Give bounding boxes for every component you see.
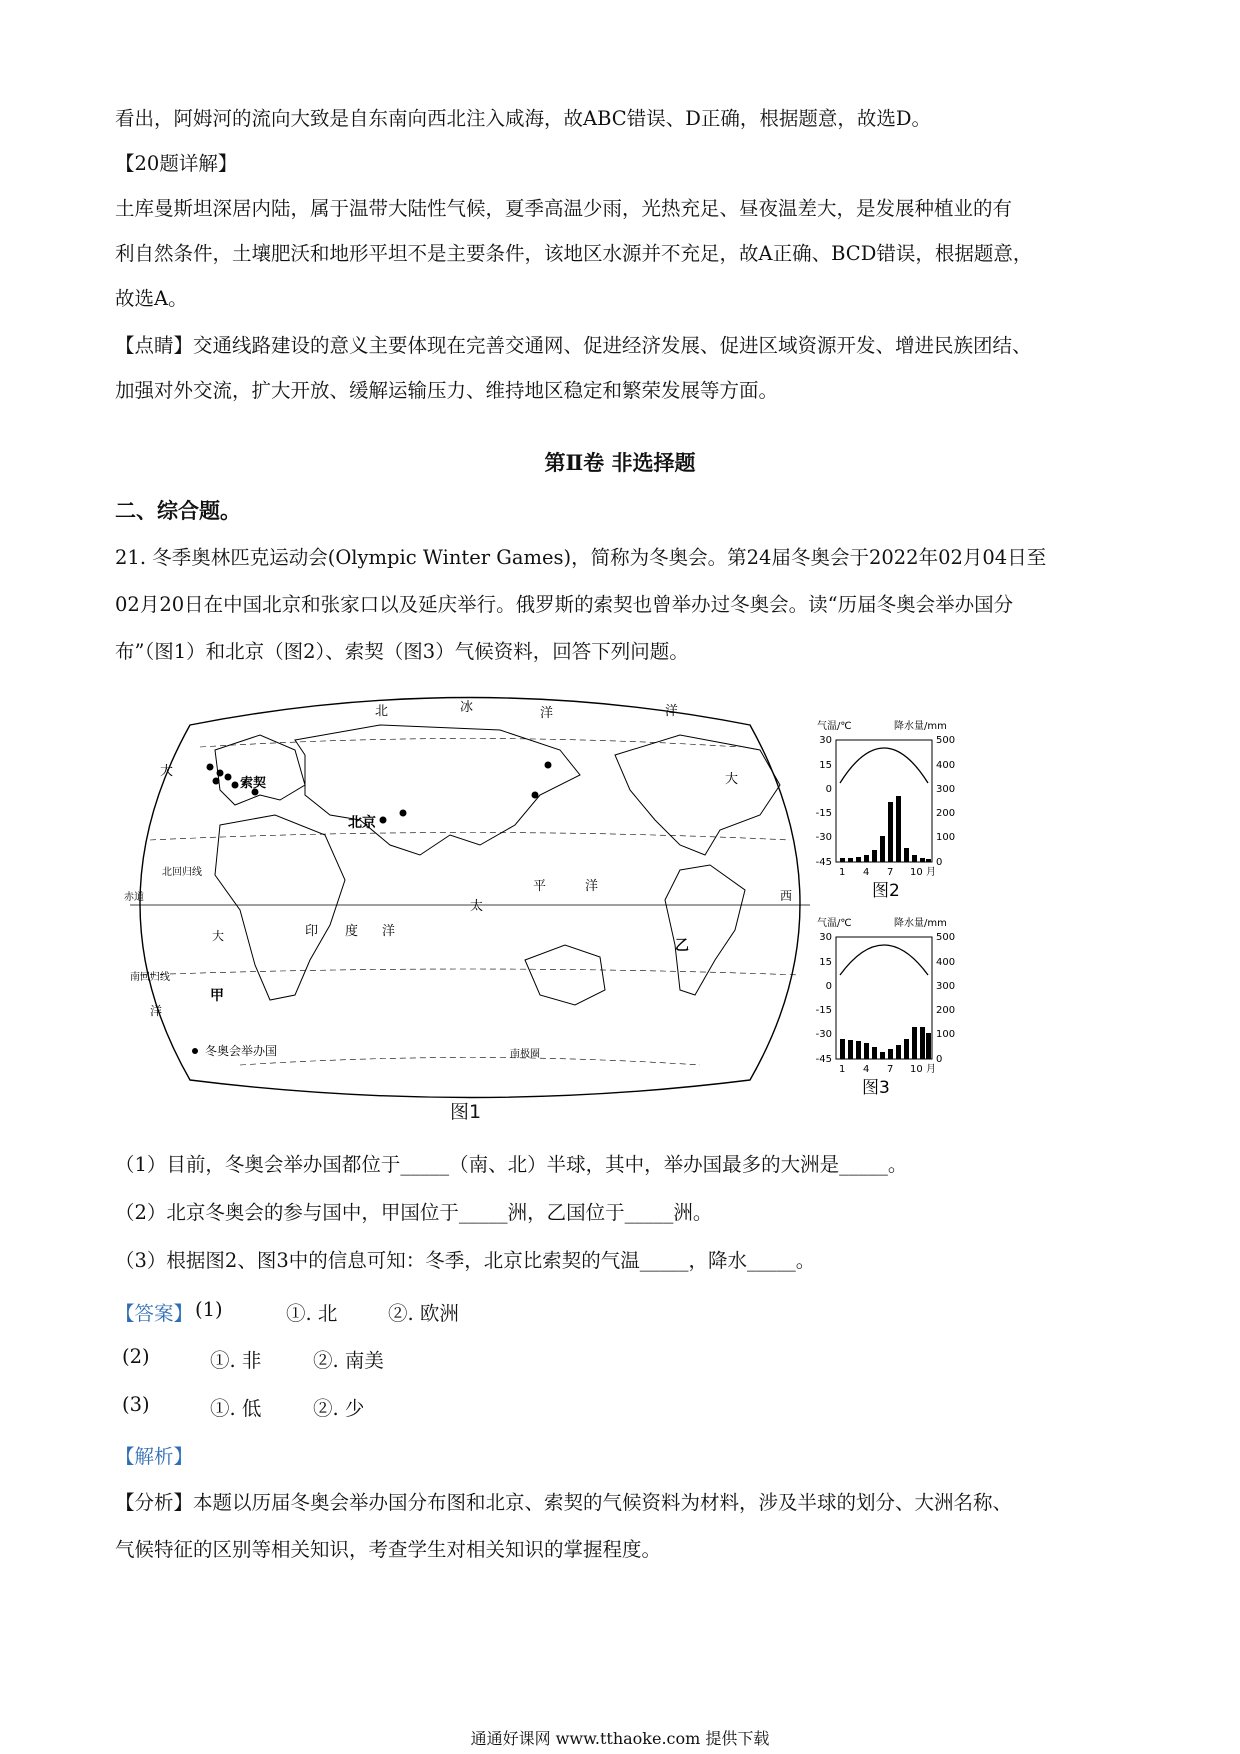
svg-text:降水量/mm: 降水量/mm [894,918,947,929]
sub-question: （2）北京冬奥会的参与国中，甲国位于_____洲，乙国位于_____洲。 [115,1201,713,1224]
svg-text:500: 500 [936,735,956,746]
map-label: 印 [305,924,319,939]
host-country-dot [400,810,407,817]
question-stem-line: 02月20日在中国北京和张家口以及延庆举行。俄罗斯的索契也曾举办过冬奥会。读“历届冬奥会举办国分 [115,593,1014,616]
svg-text:200: 200 [936,808,956,819]
climate-chart-beijing [812,718,962,900]
svg-text:100: 100 [936,1029,956,1040]
svg-text:30: 30 [819,932,832,943]
svg-text:-15: -15 [815,1005,832,1016]
host-country-dot [225,774,232,781]
map-label: 洋 [585,879,599,894]
svg-text:-15: -15 [815,808,832,819]
climate-chart-suoqi [812,915,962,1097]
svg-text:-45: -45 [815,1054,832,1065]
map-label: 度 [345,924,359,939]
svg-text:100: 100 [936,832,956,843]
svg-text:15: 15 [819,957,832,968]
answer-item: ②. 少 [313,1397,365,1420]
map-label: 大 [725,772,739,787]
svg-text:4: 4 [863,867,870,878]
svg-text:400: 400 [936,957,956,968]
map-label: 北回归线 [162,867,202,878]
paragraph-line: 土库曼斯坦深居内陆，属于温带大陆性气候，夏季高温少雨，光热充足、昼夜温差大，是发展种植业的有 [115,197,1013,220]
map-label: 洋 [150,1004,163,1018]
host-country-dot [207,764,214,771]
paragraph-line: 【点睛】交通线路建设的意义主要体现在完善交通网、促进经济发展、促进区域资源开发、增进民族团结、 [115,334,1032,357]
svg-text:300: 300 [936,784,956,795]
host-country-dot [380,817,387,824]
svg-text:0: 0 [825,784,832,795]
analysis-tag: 【解析】 [115,1445,194,1468]
svg-text:-30: -30 [815,1029,832,1040]
svg-text:30: 30 [819,735,832,746]
host-country-dot [213,778,220,785]
svg-text:月: 月 [926,867,936,878]
map-label-suoqi: 索契 [240,776,267,791]
page-footer: 通通好课网 www.tthaoke.com 提供下载 [470,1729,770,1748]
answer-number: (3) [122,1393,150,1416]
svg-text:1: 1 [839,1064,846,1075]
map-label: 南极圈 [510,1049,540,1060]
map-label-beijing: 北京 [348,815,376,831]
map-label: 冰 [460,700,474,715]
svg-text:200: 200 [936,1005,956,1016]
part-title: 第Ⅱ卷 非选择题 [544,450,696,475]
map-label: 洋 [382,924,396,939]
answer-item: ①. 非 [210,1349,262,1372]
svg-text:气温/℃: 气温/℃ [817,721,852,732]
svg-text:10: 10 [910,867,923,878]
question-stem-line: 21. 冬季奥林匹克运动会(Olympic Winter Games)，简称为冬奥会。第24届冬奥会于2022年02月04日至 [115,546,1047,569]
svg-text:0: 0 [936,857,943,868]
map-label: 大 [212,929,225,943]
svg-text:降水量/mm: 降水量/mm [894,721,947,732]
map-label: 洋 [540,706,554,721]
map-label: 平 [533,879,547,894]
sub-question: （3）根据图2、图3中的信息可知：冬季，北京比索契的气温_____，降水_____。 [115,1249,816,1272]
answer-item: ②. 南美 [313,1349,384,1372]
answer-item: ①. 低 [210,1397,262,1420]
analysis-line: 气候特征的区别等相关知识，考查学生对相关知识的掌握程度。 [115,1538,662,1561]
host-country-dot [545,762,552,769]
map-label: 赤道 [124,892,144,903]
world-map-figure [120,695,820,1115]
paragraph-line: 加强对外交流，扩大开放、缓解运输压力、维持地区稳定和繁荣发展等方面。 [115,379,779,402]
svg-text:4: 4 [863,1064,870,1075]
map-legend: 冬奥会举办国 [205,1044,278,1058]
paragraph-line: 故选A。 [115,287,188,310]
paragraph-line: 利自然条件，土壤肥沃和地形平坦不是主要条件，该地区水源并不充足，故A正确、BCD错误，根据题意， [115,242,1033,265]
svg-text:气温/℃: 气温/℃ [817,918,852,929]
figure-caption: 图1 [450,1101,482,1123]
host-country-dot [217,770,224,777]
paragraph-line: 看出，阿姆河的流向大致是自东南向西北注入咸海，故ABC错误、D正确，根据题意，故选D。 [115,107,931,130]
map-label: 南回归线 [130,972,170,983]
host-country-dot [232,782,239,789]
svg-text:300: 300 [936,981,956,992]
svg-text:0: 0 [825,981,832,992]
svg-text:15: 15 [819,760,832,771]
map-label: 洋 [665,704,679,719]
svg-text:400: 400 [936,760,956,771]
map-label-yi: 乙 [675,938,689,954]
svg-text:500: 500 [936,932,956,943]
host-country-dot [532,792,539,799]
figure-caption: 图3 [862,1078,890,1097]
question-stem-line: 布”（图1）和北京（图2）、索契（图3）气候资料，回答下列问题。 [115,640,689,663]
svg-text:月: 月 [926,1064,936,1075]
map-label: 大 [160,764,174,779]
map-label: 西 [780,889,793,903]
svg-text:10: 10 [910,1064,923,1075]
sub-question: （1）目前，冬奥会举办国都位于_____（南、北）半球，其中，举办国最多的大洲是_____。 [115,1153,908,1176]
answer-number: (2) [122,1345,150,1368]
answer-item: ②. 欧洲 [388,1302,459,1325]
map-label: 北 [375,704,389,719]
svg-text:-45: -45 [815,857,832,868]
section-title: 二、综合题。 [115,498,241,523]
svg-text:-30: -30 [815,832,832,843]
answer-item: ①. 北 [286,1302,338,1325]
svg-text:0: 0 [936,1054,943,1065]
svg-text:7: 7 [887,867,894,878]
figure-caption: 图2 [872,881,900,900]
analysis-line: 【分析】本题以历届冬奥会举办国分布图和北京、索契的气候资料为材料，涉及半球的划分、大洲名称、 [115,1491,1013,1514]
svg-text:7: 7 [887,1064,894,1075]
answer-tag: 【答案】 [115,1302,194,1325]
map-label-jia: 甲 [210,988,224,1004]
map-label: 太 [470,899,484,914]
paragraph-line: 【20题详解】 [115,152,238,175]
answer-number: (1) [195,1298,223,1321]
svg-text:1: 1 [839,867,846,878]
